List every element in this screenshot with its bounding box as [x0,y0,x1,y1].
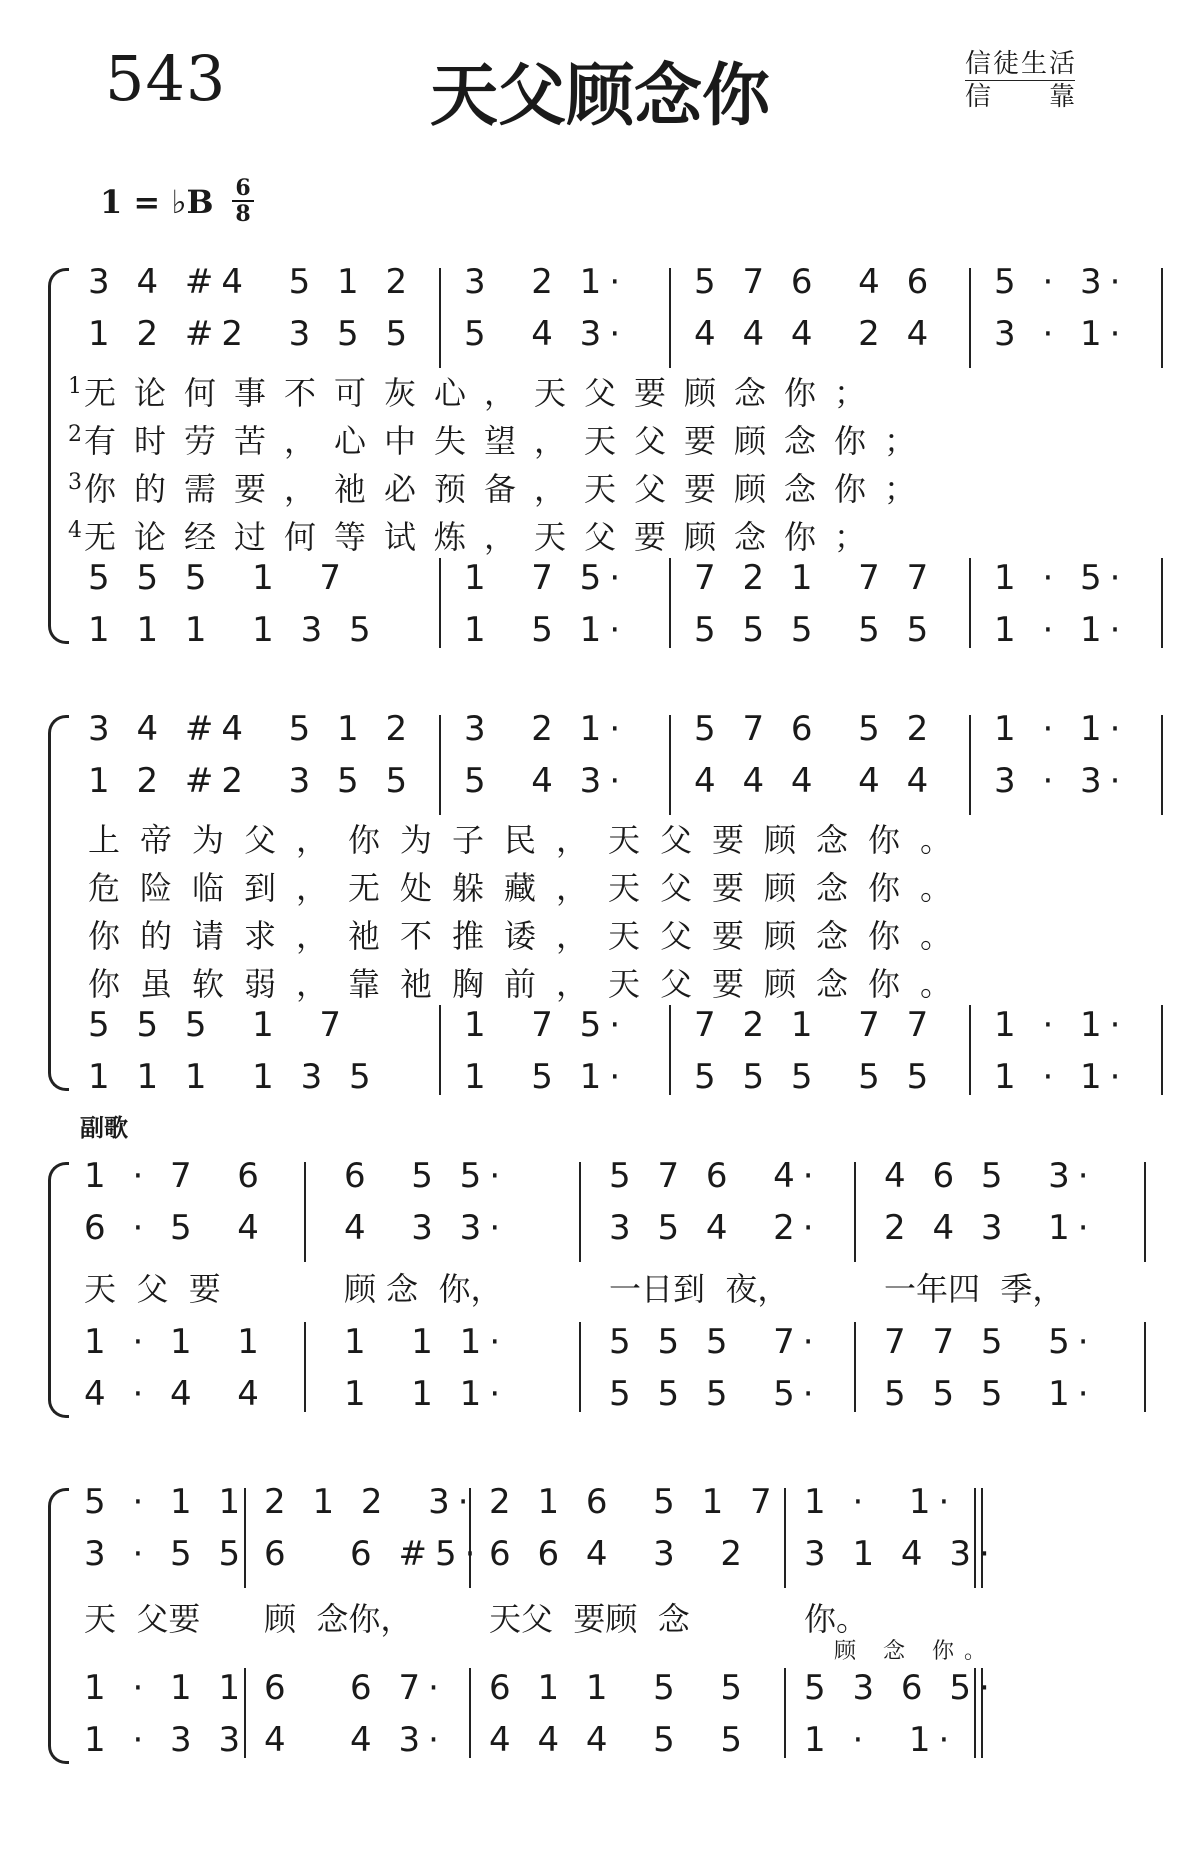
measure-3: 6 1 1 5 5 [489,1668,751,1708]
measure-2: 1 1 1· [344,1374,509,1414]
measure-3: 5 5 5 5 5 [694,610,937,650]
system-2 [44,705,1164,1095]
measure-3: 6 6 4 3 2 [489,1534,751,1574]
ending-lyric: 顾 念 你。 [834,1639,996,1664]
measure-3: 7 2 1 7 7 [694,1005,937,1045]
measure-3: 5 5 5 5· [609,1374,822,1414]
measure-4: 3 · 1· [994,314,1129,354]
measure-4: 1 · 1· [994,1005,1129,1045]
verse-lyric: 无论何事不可灰心，天父要顾念你； [84,374,885,412]
measure-1: 1 1 1 1 3 5 [88,1057,379,1097]
measure-4: 5 · 3· [994,262,1129,302]
measure-1: 1 · 1 1 [84,1668,249,1708]
bass-line [44,610,1164,656]
verse-number: 3 [68,470,82,495]
measure-4: 1 · 1· [804,1482,958,1522]
measure-2: 4 3 3· [344,1208,509,1248]
measure-4: 1 · 1· [804,1720,958,1760]
verse-lyric: 你虽软弱，靠祂胸前，天父要顾念你。 [88,965,973,1003]
measure-1: 1 · 1 1 [84,1322,267,1362]
measure-1: 4 · 4 4 [84,1374,267,1414]
measure-3: 2 1 6 5 1 7 [489,1482,780,1522]
measure-4: 1 · 1· [994,709,1129,749]
alto-line [44,761,1164,807]
measure-4: 1 · 1· [994,1057,1129,1097]
measure-3: 4 4 4 4 4 [694,761,937,801]
measure-2: 5 4 3· [464,314,629,354]
chorus-lyric: 一年四 季， [884,1270,1065,1308]
measure-3: 4 4 4 5 5 [489,1720,751,1760]
hymn-number: 543 [105,42,227,115]
verse-lyric: 你的需要，祂必预备，天父要顾念你； [84,470,935,508]
measure-3: 3 5 4 2· [609,1208,822,1248]
measure-1: 6 · 5 4 [84,1208,267,1248]
measure-2: 6 5 5· [344,1156,509,1196]
measure-2: 5 4 3· [464,761,629,801]
measure-3: 5 7 6 4· [609,1156,822,1196]
soprano-line [44,1482,1164,1528]
measure-2: 6 6 7· [264,1668,447,1708]
verse-lyric: 上帝为父，你为子民，天父要顾念你。 [88,821,973,859]
measure-2: 3 2 1· [464,709,629,749]
credits [965,48,1075,113]
measure-4: 3 · 3· [994,761,1129,801]
alto-line [44,1534,1164,1580]
measure-4: 7 7 5 5· [884,1322,1097,1362]
measure-1: 5 · 1 1 [84,1482,249,1522]
measure-1: 3 · 5 5 [84,1534,249,1574]
measure-3: 7 2 1 7 7 [694,558,937,598]
measure-2: 1 5 1· [464,1057,629,1097]
bass-line [44,1057,1164,1103]
measure-2: 6 6 #5· [264,1534,484,1574]
measure-1: 5 5 5 1 7 [88,1005,350,1045]
alto-line [44,1208,1164,1254]
bass-line [44,1720,1164,1766]
measure-1: 3 4 #4 5 1 2 [88,709,416,749]
bass-line [44,1374,1164,1420]
tenor-line [44,558,1164,604]
measure-1: 1 · 7 6 [84,1156,267,1196]
verse-lyric: 无论经过何等试炼，天父要顾念你； [84,518,885,556]
page-title: 天父顾念你 [429,56,770,136]
measure-1: 5 5 5 1 7 [88,558,350,598]
measure-2: 3 2 1· [464,262,629,302]
measure-1: 1 2 #2 3 5 5 [88,314,416,354]
system-1 [44,258,1164,648]
chorus-system-2 [44,1478,1164,1768]
credit-tune: 信 靠 [965,82,1075,112]
measure-4: 1 · 1· [994,610,1129,650]
verse-lyric: 你的请求，祂不推诿，天父要顾念你。 [88,917,973,955]
alto-line [44,314,1164,360]
measure-2: 1 7 5· [464,1005,629,1045]
chorus-lyric: 顾 念 你， [344,1270,503,1308]
time-signature [232,176,254,226]
chorus-lyric: 顾 念你， [264,1600,413,1638]
chorus-lyric: 天父 要顾 念 [489,1600,690,1638]
measure-3: 4 4 4 2 4 [694,314,937,354]
credit-words: 信徒生活 [965,49,1075,79]
measure-1: 1 2 #2 3 5 5 [88,761,416,801]
tenor-line [44,1322,1164,1368]
measure-1: 1 1 1 1 3 5 [88,610,379,650]
measure-2: 1 5 1· [464,610,629,650]
chorus-lyric: 天 父 要 [84,1270,221,1308]
chorus-system-1 [44,1152,1164,1422]
chorus-lyric: 你。 [804,1600,869,1638]
soprano-line [44,709,1164,755]
verse-number: 1 [68,374,82,399]
time-bottom: 8 [235,201,251,227]
measure-4: 4 6 5 3· [884,1156,1097,1196]
tenor-line [44,1668,1164,1714]
measure-2: 4 4 3· [264,1720,447,1760]
measure-2: 1 7 5· [464,558,629,598]
chorus-lyric: 一日到 夜， [609,1270,790,1308]
measure-4: 3 1 4 3· [804,1534,998,1574]
key-signature: 1 = ♭B [100,183,214,221]
verse-lyric: 危险临到，无处躲藏，天父要顾念你。 [88,869,973,907]
verse-number: 4 [68,518,82,543]
measure-2: 2 1 2 3· [264,1482,477,1522]
soprano-line [44,262,1164,308]
measure-4: 2 4 3 1· [884,1208,1097,1248]
measure-1: 1 · 3 3 [84,1720,249,1760]
measure-4: 5 3 6 5· [804,1668,998,1708]
measure-3: 5 7 6 4 6 [694,262,937,302]
measure-2: 1 1 1· [344,1322,509,1362]
verse-number: 2 [68,422,82,447]
chorus-lyric: 天 父要 [84,1600,201,1638]
measure-4: 5 5 5 1· [884,1374,1097,1414]
time-top: 6 [232,176,254,202]
measure-3: 5 5 5 7· [609,1322,822,1362]
measure-1: 3 4 #4 5 1 2 [88,262,416,302]
chorus-label: 副歌 [80,1113,128,1142]
tenor-line [44,1005,1164,1051]
measure-3: 5 7 6 5 2 [694,709,937,749]
soprano-line [44,1156,1164,1202]
measure-4: 1 · 5· [994,558,1129,598]
verse-lyric: 有时劳苦，心中失望，天父要顾念你； [84,422,935,460]
measure-3: 5 5 5 5 5 [694,1057,937,1097]
